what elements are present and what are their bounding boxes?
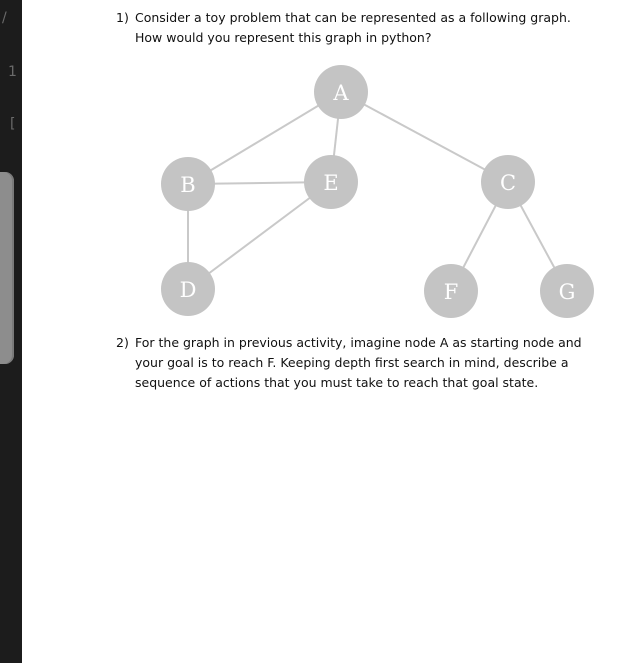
side-drawer-handle[interactable] [0, 172, 14, 364]
partial-glyph: 1 [8, 64, 17, 80]
node-label: G [558, 280, 576, 304]
question-2 [116, 333, 582, 393]
node-f [424, 264, 478, 318]
node-label: C [499, 171, 517, 195]
question-text-line: For the graph in previous activity, imagine node A as starting node and [135, 335, 582, 350]
node-b [161, 157, 215, 211]
edge-a-c [341, 92, 508, 182]
question-text-line: your goal is to reach F. Keeping depth first search in mind, describe a [135, 355, 569, 370]
node-g [540, 264, 594, 318]
node-c [481, 155, 535, 209]
document-page [22, 0, 636, 663]
node-label: B [180, 173, 196, 197]
node-d [161, 262, 215, 316]
question-text-line: sequence of actions that you must take to reach that goal state. [135, 375, 539, 390]
partial-glyph: [ [10, 116, 16, 132]
node-a [314, 65, 368, 119]
question-number: 2) [116, 335, 129, 350]
node-label: D [179, 278, 197, 302]
node-label: F [443, 280, 459, 304]
graph-diagram [22, 0, 636, 330]
question-text-line: How would you represent this graph in python? [135, 30, 432, 45]
question-number: 1) [116, 10, 129, 25]
partial-glyph: / [2, 10, 7, 26]
question-text-line: Consider a toy problem that can be represented as a following graph. [135, 10, 571, 25]
node-e [304, 155, 358, 209]
node-label: A [333, 81, 349, 105]
graph-nodes [161, 65, 594, 318]
node-label: E [323, 171, 339, 195]
